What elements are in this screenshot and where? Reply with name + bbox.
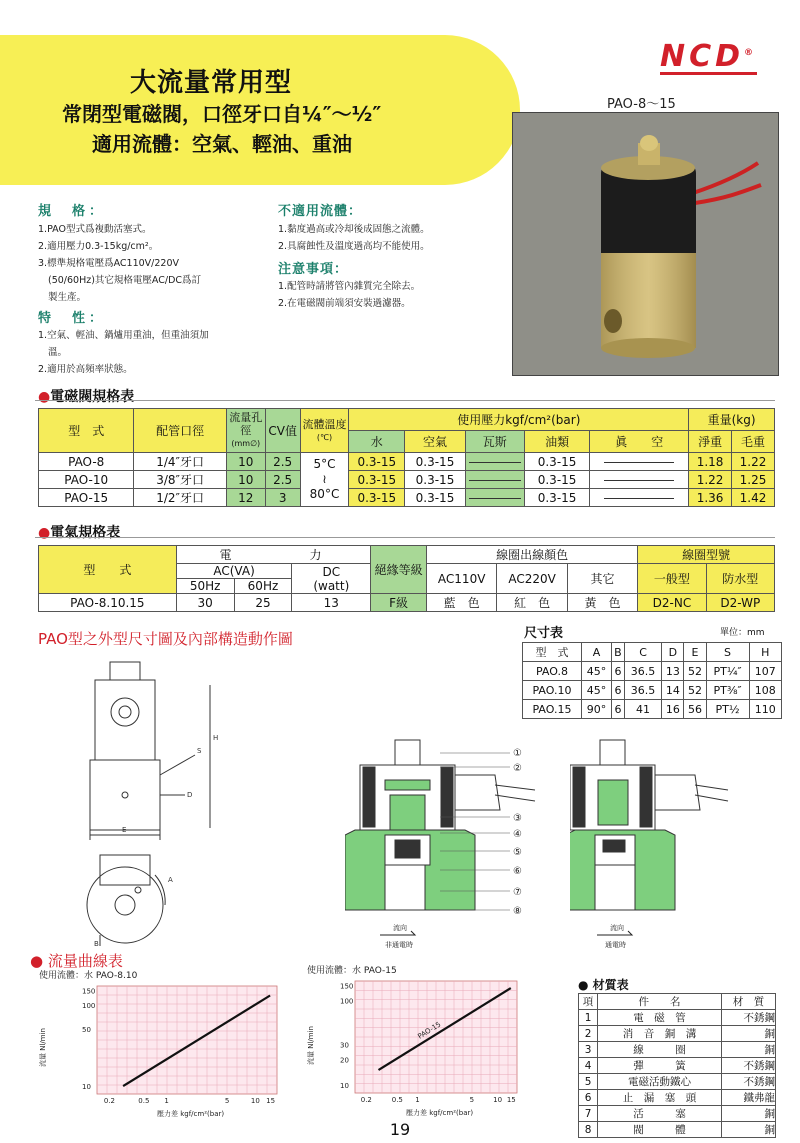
header-coil: 線圈型號 [638, 546, 775, 564]
x-tick-label: 5 [224, 1097, 230, 1105]
dim-cell: PAO.8 [523, 662, 582, 681]
header-orifice-unit: (mm∅) [231, 439, 261, 448]
row-oil: 0.3-15 [524, 453, 590, 471]
row-insulation: F級 [371, 594, 427, 612]
unsuitable-list [278, 221, 430, 255]
row-temp [300, 453, 349, 507]
header-temp-unit: (℃) [316, 432, 333, 442]
state-off-label: 非通電時 [385, 941, 413, 949]
dim-header-cell: C [624, 643, 662, 662]
feature-item: 溫。 [48, 347, 68, 358]
page-subtitle-1: 常閉型電磁閥，口徑牙口自¼″～½″ [62, 102, 382, 126]
header-ac: AC(VA) [176, 564, 292, 579]
header-lead-color: 線圈出線顏色 [426, 546, 637, 564]
dim-cell: 16 [662, 700, 684, 719]
x-tick-label: 1 [164, 1097, 169, 1105]
material-cell: 6 [579, 1090, 598, 1106]
material-cell: 4 [579, 1058, 598, 1074]
dim-cell: 13 [662, 662, 684, 681]
spec-item: 2.適用壓力0.3-15kg/cm²。 [38, 241, 159, 252]
row-port: 1/4″牙口 [134, 453, 226, 471]
elec-table-title-text: 電氣規格表 [50, 525, 121, 541]
callout-7: ⑦ [513, 887, 522, 898]
chart-title: 使用流體：水 PAO-15 [307, 966, 397, 976]
structure-on-drawing [570, 735, 730, 950]
bullet-icon: ● [38, 525, 51, 541]
row-air: 0.3-15 [405, 489, 466, 507]
row-gas [465, 471, 524, 489]
material-row [579, 1026, 776, 1042]
header-dc-label: DC [322, 564, 341, 579]
state-on-label: 通電時 [605, 941, 626, 949]
unsuitable-item: 2.具腐蝕性及溫度過高均不能使用。 [278, 241, 430, 252]
header-net: 淨重 [689, 431, 732, 453]
spec-item: 3.標準規格電壓爲AC110V/220V [38, 258, 179, 269]
dim-cell: 6 [612, 700, 625, 719]
y-tick-label: 100 [340, 997, 354, 1006]
valve-table-title-text: 電磁閥規格表 [50, 389, 135, 405]
dim-cell: 108 [749, 681, 782, 700]
dim-table-body [523, 643, 782, 719]
row-water: 0.3-15 [349, 471, 405, 489]
material-row [579, 1058, 776, 1074]
header-temp [300, 409, 349, 453]
x-tick-label: 0.2 [103, 1097, 115, 1105]
callout-6: ⑥ [513, 866, 522, 877]
logo-registered-mark: ® [744, 48, 758, 58]
y-axis-label: 流量 Nl/min [39, 1028, 47, 1067]
row-dc: 13 [292, 594, 371, 612]
flow-label: 流向 [393, 924, 407, 932]
dim-cell: 56 [684, 700, 706, 719]
row-gross: 1.42 [732, 489, 775, 507]
row-orifice: 10 [226, 471, 265, 489]
y-tick-label: 10 [340, 1081, 349, 1090]
header-model: 型 式 [39, 409, 134, 453]
material-table [578, 993, 776, 1138]
feature-item: 2.適用於高頻率狀態。 [38, 364, 133, 375]
material-row [579, 1010, 776, 1026]
x-tick-label: 0.2 [360, 1096, 372, 1104]
x-tick-label: 0.5 [138, 1097, 150, 1105]
flow-section-title-text: 流量曲線表 [47, 952, 123, 970]
spec-list [38, 221, 201, 306]
y-tick-label: 20 [340, 1056, 349, 1065]
dim-row [523, 662, 782, 681]
material-header-row [579, 994, 776, 1010]
callout-1: ① [513, 748, 522, 759]
material-cell: 2 [579, 1026, 598, 1042]
dim-row [523, 700, 782, 719]
notes-title: 注意事項： [278, 262, 349, 277]
material-row [579, 1074, 776, 1090]
header-gas: 瓦斯 [465, 431, 524, 453]
material-title-text: 材質表 [592, 978, 629, 992]
header-air: 空氣 [405, 431, 466, 453]
dim-table-unit: 單位：mm [720, 628, 765, 638]
row-net: 1.22 [689, 471, 732, 489]
x-tick-label: 0.5 [391, 1096, 403, 1104]
row-model: PAO-15 [39, 489, 134, 507]
outline-drawing [60, 650, 250, 950]
dim-label-d: D [187, 791, 193, 799]
valve-spec-table [38, 408, 775, 507]
dim-cell: 6 [612, 681, 625, 700]
dim-cell: 14 [662, 681, 684, 700]
row-air: 0.3-15 [405, 471, 466, 489]
header-vacuum: 眞 空 [590, 431, 689, 453]
photo-caption: PAO-8～15 [607, 97, 676, 112]
diagram-title: PAO型之外型尺寸圖及內部構造動作圖 [38, 630, 293, 648]
header-dc-unit: (watt) [313, 578, 350, 593]
temp-high: 80°C [309, 487, 340, 501]
notes-item: 1.配管時請將管內雜質完全除去。 [278, 281, 421, 292]
y-tick-label: 50 [82, 1026, 91, 1035]
dim-label-s: S [197, 747, 202, 755]
dim-label-a: A [168, 876, 173, 884]
dim-cell: 36.5 [624, 662, 662, 681]
row-color-other: 黃 色 [567, 594, 637, 612]
material-cell: 銅 [721, 1042, 775, 1058]
material-header-cell: 件 名 [598, 994, 722, 1010]
header-orifice-label: 流量孔徑 [229, 411, 263, 437]
row-color-220: 紅 色 [497, 594, 567, 612]
dim-cell: PAO.10 [523, 681, 582, 700]
material-cell: 不銹鋼 [721, 1058, 775, 1074]
y-tick-label: 10 [82, 1083, 91, 1092]
material-cell: 3 [579, 1042, 598, 1058]
y-tick-label: 150 [340, 982, 354, 991]
row-gas [465, 489, 524, 507]
row-gas [465, 453, 524, 471]
notes-list [278, 278, 420, 312]
material-cell: 消 音 銅 溝 [598, 1026, 722, 1042]
callout-4: ④ [513, 829, 522, 840]
material-row [579, 1090, 776, 1106]
material-cell: 鐵弗龍 [721, 1090, 775, 1106]
row-oil: 0.3-15 [524, 489, 590, 507]
dim-cell: 6 [612, 662, 625, 681]
callout-2: ② [513, 763, 522, 774]
material-title: ● 材質表 [578, 978, 629, 992]
feature-item: 1.空氣、輕油、鍋爐用重油，但重油須加 [38, 330, 209, 341]
header-water: 水 [349, 431, 405, 453]
x-tick-label: 15 [266, 1097, 276, 1105]
feature-title: 特 性： [38, 311, 107, 326]
ncd-logo [660, 39, 758, 75]
dim-header-cell: 型 式 [523, 643, 582, 662]
spec-item: 1.PAO型式爲複動活塞式。 [38, 224, 152, 235]
header-pressure: 使用壓力kgf/cm²(bar) [349, 409, 689, 431]
material-cell: 不銹鋼 [721, 1010, 775, 1026]
x-tick-label: 5 [469, 1096, 475, 1104]
material-cell: 電磁活動鐵心 [598, 1074, 722, 1090]
spec-item: (50/60Hz)其它規格電壓AC/DC爲訂 [48, 275, 202, 286]
header-waterproof: 防水型 [706, 564, 774, 594]
header-power: 電 力 [176, 546, 371, 564]
row-gross: 1.22 [732, 453, 775, 471]
row-color-110: 藍 色 [426, 594, 496, 612]
dim-cell: 90° [581, 700, 611, 719]
flow-chart-pao-15 [303, 963, 523, 1123]
dim-label-h: H [213, 734, 219, 742]
row-waterproof: D2-WP [706, 594, 774, 612]
callout-5: ⑤ [513, 847, 522, 858]
header-60hz: 60Hz [234, 579, 292, 594]
dim-cell: 52 [684, 662, 706, 681]
material-cell: 7 [579, 1106, 598, 1122]
row-orifice: 12 [226, 489, 265, 507]
x-axis-label: 壓力差 kgf/cm²(bar) [157, 1110, 225, 1118]
dim-header-cell: D [662, 643, 684, 662]
material-cell: 不銹鋼 [721, 1074, 775, 1090]
material-header-cell: 項 [579, 994, 598, 1010]
header-general: 一般型 [638, 564, 706, 594]
row-ac50: 30 [176, 594, 234, 612]
material-cell: 8 [579, 1122, 598, 1138]
material-cell: 銅 [721, 1122, 775, 1138]
temp-low: 5°C [313, 457, 336, 471]
bullet-icon: ● [30, 952, 44, 970]
header-50hz: 50Hz [176, 579, 234, 594]
material-cell: 1 [579, 1010, 598, 1026]
x-tick-label: 1 [415, 1096, 420, 1104]
material-cell: 閥 體 [598, 1122, 722, 1138]
dim-row [523, 681, 782, 700]
row-model: PAO-10 [39, 471, 134, 489]
flow-label: 流向 [610, 924, 624, 932]
dim-cell: PT¼″ [706, 662, 749, 681]
dim-header-cell: A [581, 643, 611, 662]
header-gross: 毛重 [732, 431, 775, 453]
dim-cell: PT⅜″ [706, 681, 749, 700]
bullet-icon: ● [38, 389, 51, 405]
flow-chart-pao-8-10 [35, 968, 285, 1123]
header-other: 其它 [567, 564, 637, 594]
header-weight: 重量(kg) [689, 409, 775, 431]
row-model: PAO-8.10.15 [39, 594, 177, 612]
x-tick-label: 10 [493, 1096, 503, 1104]
structure-off-drawing [345, 735, 540, 950]
dim-label-e: E [122, 826, 127, 834]
unsuitable-item: 1.黏度過高或冷却後成固態之流體。 [278, 224, 430, 235]
dim-cell: 36.5 [624, 681, 662, 700]
header-cv: CV值 [265, 409, 300, 453]
page-subtitle-2: 適用流體：空氣、輕油、重油 [92, 132, 352, 156]
unsuitable-title: 不適用流體： [278, 204, 363, 219]
callout-8: ⑧ [513, 906, 522, 917]
material-row [579, 1042, 776, 1058]
page-title: 大流量常用型 [130, 68, 293, 98]
row-vacuum [590, 489, 689, 507]
row-vacuum [590, 471, 689, 489]
row-port: 1/2″牙口 [134, 489, 226, 507]
notes-item: 2.在電磁閥前端須安裝過濾器。 [278, 298, 411, 309]
divider [35, 400, 775, 401]
valve-table-title [38, 386, 134, 406]
material-cell: 活 塞 [598, 1106, 722, 1122]
dim-table [522, 642, 782, 719]
header-orifice [226, 409, 265, 453]
dim-header-cell: H [749, 643, 782, 662]
row-air: 0.3-15 [405, 453, 466, 471]
row-cv: 3 [265, 489, 300, 507]
material-cell: 止 漏 塞 頭 [598, 1090, 722, 1106]
x-tick-label: 15 [506, 1096, 516, 1104]
dim-header-cell: S [706, 643, 749, 662]
dim-cell: 107 [749, 662, 782, 681]
y-tick-label: 100 [82, 1001, 96, 1010]
dim-table-title: 尺寸表 [524, 626, 564, 641]
row-port: 3/8″牙口 [134, 471, 226, 489]
row-cv: 2.5 [265, 453, 300, 471]
feature-list [38, 327, 209, 378]
temp-sep: ≀ [322, 472, 327, 486]
elec-table-title [38, 522, 120, 542]
row-water: 0.3-15 [349, 453, 405, 471]
y-axis-label: 流量 Nl/min [307, 1026, 315, 1065]
material-cell: 線 圈 [598, 1042, 722, 1058]
header-dc [292, 564, 371, 594]
row-model: PAO-8 [39, 453, 134, 471]
material-cell: 銅 [721, 1026, 775, 1042]
material-header-cell: 材 質 [721, 994, 775, 1010]
divider [35, 537, 775, 538]
y-tick-label: 30 [340, 1041, 349, 1050]
elec-spec-table [38, 545, 775, 612]
dim-cell: 45° [581, 681, 611, 700]
row-gross: 1.25 [732, 471, 775, 489]
dim-cell: 41 [624, 700, 662, 719]
chart-title: 使用流體：水 PAO-8.10 [39, 971, 138, 981]
material-table-body [579, 994, 776, 1138]
row-net: 1.18 [689, 453, 732, 471]
x-axis-label: 壓力差 kgf/cm²(bar) [406, 1109, 474, 1117]
row-ac60: 25 [234, 594, 292, 612]
dim-cell: PAO.15 [523, 700, 582, 719]
header-temp-label: 流體溫度 [302, 417, 347, 431]
material-cell: 彈 簧 [598, 1058, 722, 1074]
spec-item: 製生產。 [48, 292, 87, 303]
header-ac220: AC220V [497, 564, 567, 594]
callout-3: ③ [513, 813, 522, 824]
logo-text: NCD [660, 39, 745, 74]
row-orifice: 10 [226, 453, 265, 471]
page-number: 19 [389, 1120, 411, 1139]
row-general: D2-NC [638, 594, 706, 612]
x-tick-label: 10 [250, 1097, 260, 1105]
dim-header-cell: B [612, 643, 625, 662]
dim-header-cell: E [684, 643, 706, 662]
dim-cell: 52 [684, 681, 706, 700]
spec-title: 規 格： [38, 204, 107, 219]
material-cell: 5 [579, 1074, 598, 1090]
header-model: 型 式 [39, 546, 177, 594]
dim-label-b: B [94, 940, 99, 948]
series-label: PAO-15 [416, 1020, 443, 1041]
dim-header-row [523, 643, 782, 662]
header-oil: 油類 [524, 431, 590, 453]
row-oil: 0.3-15 [524, 471, 590, 489]
row-cv: 2.5 [265, 471, 300, 489]
row-water: 0.3-15 [349, 489, 405, 507]
header-insulation: 絕緣等級 [371, 546, 427, 594]
material-cell: 銅 [721, 1106, 775, 1122]
dim-cell: PT½ [706, 700, 749, 719]
header-ac110: AC110V [426, 564, 496, 594]
y-tick-label: 150 [82, 987, 96, 996]
product-photo [512, 112, 779, 376]
row-vacuum [590, 453, 689, 471]
row-net: 1.36 [689, 489, 732, 507]
dim-cell: 45° [581, 662, 611, 681]
material-cell: 電 磁 管 [598, 1010, 722, 1026]
header-port: 配管口徑 [134, 409, 226, 453]
dim-cell: 110 [749, 700, 782, 719]
